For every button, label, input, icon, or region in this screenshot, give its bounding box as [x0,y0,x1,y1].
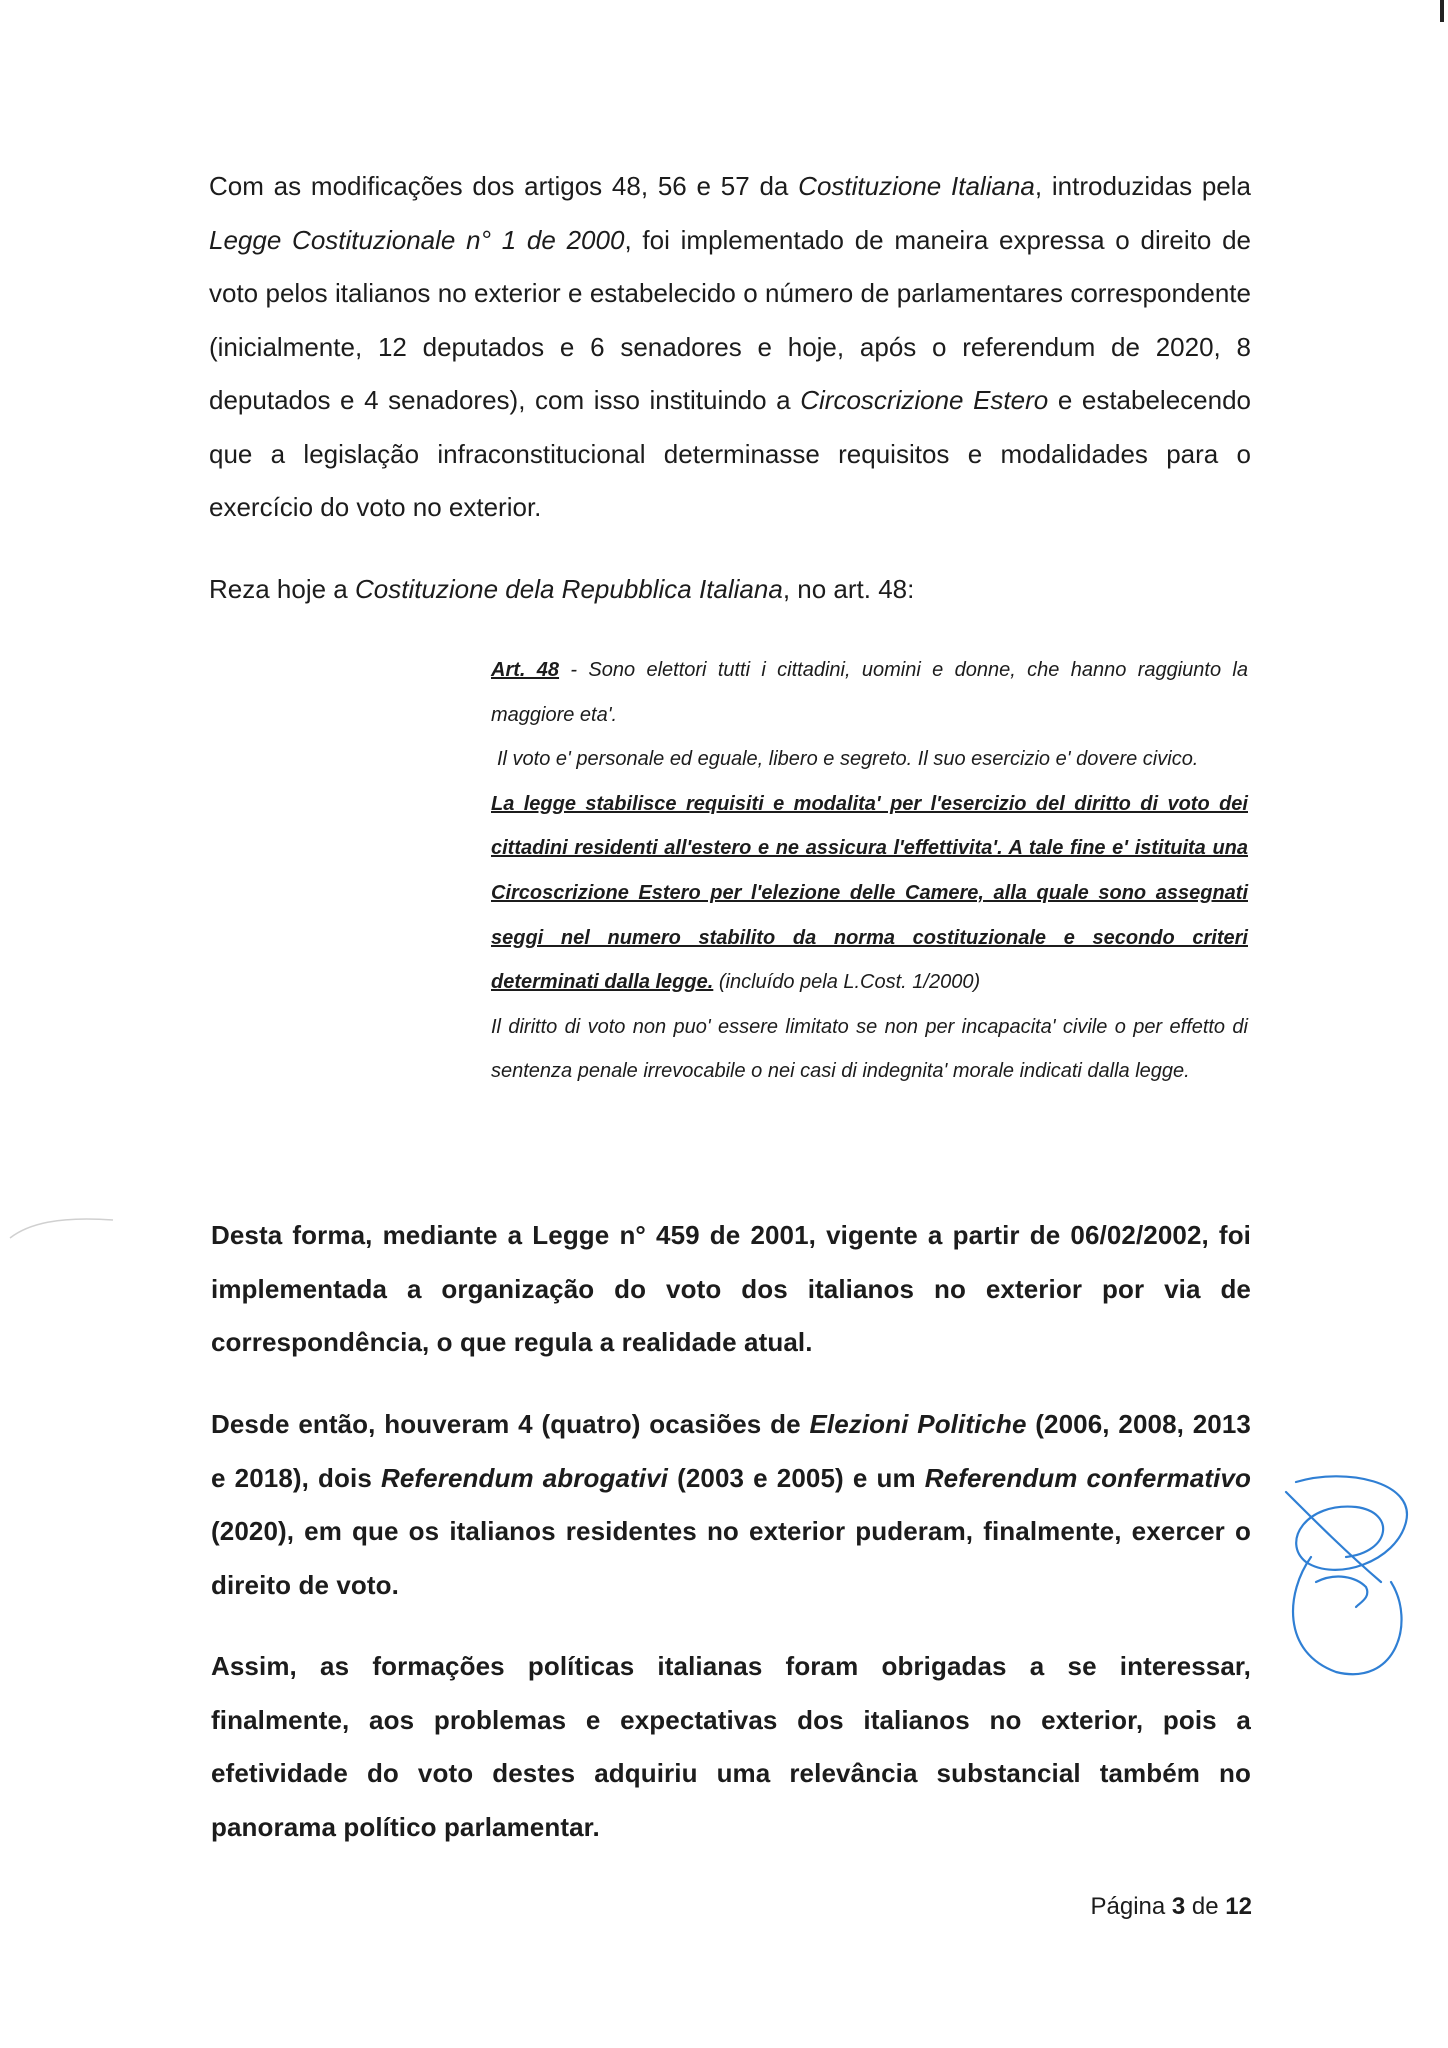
quote-inclusion-note: (incluído pela L.Cost. 1/2000) [713,971,981,994]
paragraph-constitutional-modifications [209,160,1251,535]
quote-line-2 [485,737,1248,782]
paragraph-constitution-intro [209,563,1251,617]
text-run: , foi implementado de maneira expressa o direito de voto pelos italianos no exterior e estabelecido o número de parlamentares correspondente (inicialmente, 12 deputados e 6 senadores e hoje, após o referendum de 2020, 8 deputados e 4 senadores), com isso instituindo a [209,224,1251,415]
paragraph-political-formations: Assim, as formações políticas italianas foram obrigadas a se interessar, finalmente, aos problemas e expectativas dos italianos no exterior, pois a efetividade do voto destes adquiriu uma relevância substancial também no panorama político parlamentar. [211,1651,1251,1842]
text-run: e estabelecendo que a legislação infraconstitucional determinasse requisitos e modalidades para o exercício do voto no exterior. [209,385,1252,522]
text-run: (2006, 2008, 2013 e 2018), dois [211,1409,1251,1493]
page-number: 3 [1171,1893,1186,1920]
quote-line-1 [485,648,1248,737]
text-run-italic: Circoscrizione Estero [800,385,1049,415]
text-run: (2003 e 2005) e um [668,1462,925,1493]
page-footer [1091,1891,1253,1923]
text-run-italic: Costituzione dela Repubblica Italiana [354,574,783,604]
text-run: , no art. 48: [782,574,915,604]
text-run: Desde então, houveram 4 (quatro) ocasiões de [211,1409,810,1439]
text-run-italic: Referendum abrogativi [380,1462,668,1493]
text-run: Com as modificações dos artigos 48, 56 e 57 da [209,171,799,201]
text-run-italic: Elezioni Politiche [809,1409,1027,1439]
paragraph-legge-459: Desta forma, mediante a Legge n° 459 de 2001, vigente a partir de 06/02/2002, foi implementada a organização do voto dos italianos no exterior por via de correspondência, o que regula a realidade atual. [211,1220,1251,1357]
signature-initials [1276,1462,1418,1684]
text-run: , introduzidas pela [1034,171,1251,201]
quote-text: Il voto e' personale ed eguale, libero e segreto. Il suo esercizio e' dovere civico. [497,748,1199,771]
quote-text: - Sono elettori tutti i cittadini, uomini e donne, che hanno raggiunto la maggiore eta'. [491,659,1248,726]
quote-text: Il diritto di voto non puo' essere limitato se non per incapacita' civile o per effetto di sentenza penale irrevocabile o nei casi di indegnita' morale indicati dalla legge. [491,1015,1248,1083]
margin-pencil-mark [8,1210,118,1240]
footer-middle: de [1185,1893,1226,1920]
page-total: 12 [1225,1893,1252,1920]
article-label: Art. 48 [491,659,560,681]
paragraph-elections-since [211,1398,1251,1612]
footer-prefix: Página [1090,1893,1172,1920]
text-run: (2020), em que os italianos residentes no exterior puderam, finalmente, exercer o direito de voto. [211,1516,1251,1600]
text-run-italic: Referendum confermativo [924,1462,1252,1493]
text-run-italic: Legge Costituzionale n° 1 de 2000 [209,224,625,255]
scan-edge-mark [1440,0,1444,22]
quote-text-underlined: La legge stabilisce requisiti e modalita' per l'esercizio del diritto di voto dei cittadini residenti all'estero e ne assicura l'effettivita'. A tale fine e' istituita una Circoscrizione Estero per l'elezione delle Camere, alla quale sono assegnati seggi nel numero stabilito da norma costituzionale e secondo criteri determinati dalla legge. [491,792,1248,994]
text-run-italic: Costituzione Italiana [798,171,1035,201]
article-48-quote [485,648,1248,1094]
text-run: Reza hoje a [209,574,355,604]
quote-line-4 [485,1005,1248,1094]
quote-line-3 [485,782,1248,1005]
